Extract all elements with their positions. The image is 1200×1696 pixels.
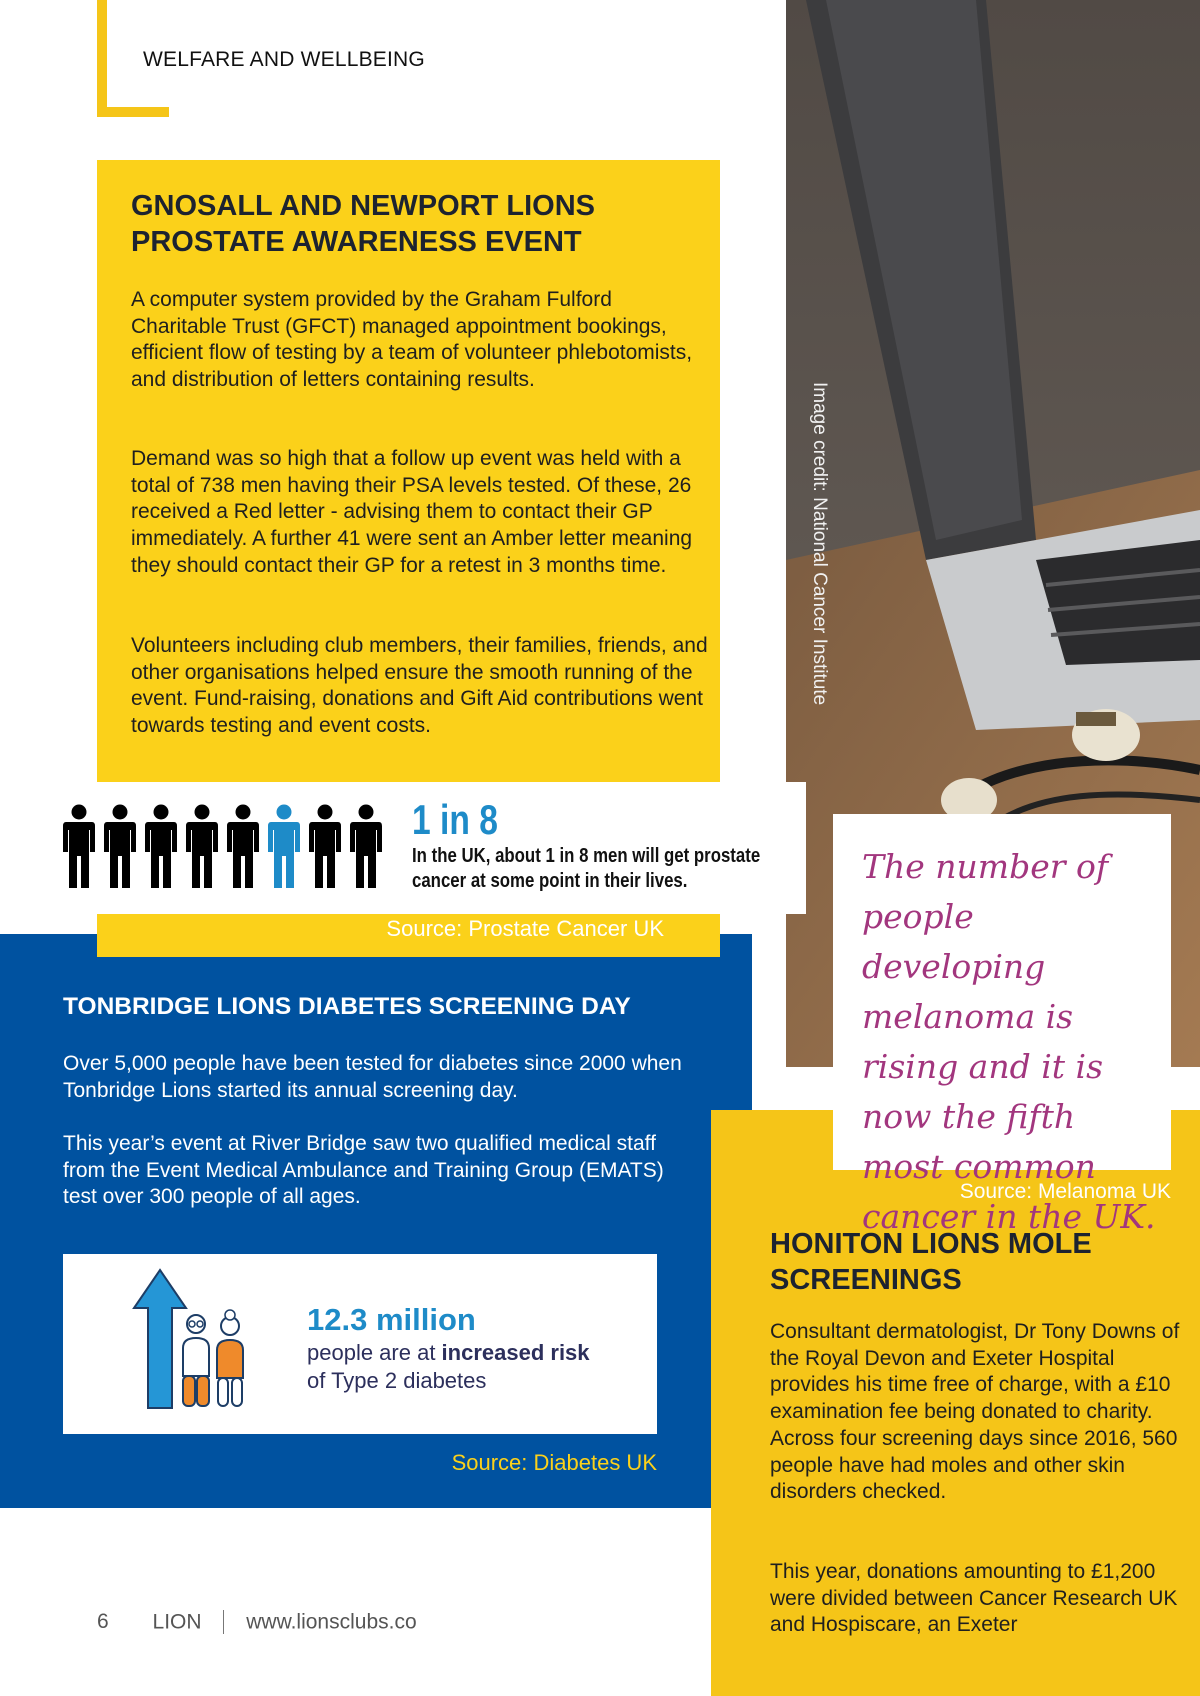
melanoma-source: Source: Melanoma UK	[959, 1180, 1171, 1203]
prostate-source: Source: Prostate Cancer UK	[386, 916, 664, 941]
gnosall-article-title	[131, 188, 691, 260]
corner-bracket-horizontal	[97, 107, 169, 117]
tonbridge-paragraph-1: Over 5,000 people have been tested for diabetes since 2000 when Tonbridge Lions started its annual screening day.	[63, 1052, 682, 1102]
diabetes-source: Source: Diabetes UK	[451, 1450, 657, 1475]
melanoma-quote: The number of people developing melanoma is rising and it is now the fifth most common cancer in the UK.	[862, 847, 1156, 1236]
image-credit: Image credit: National Cancer Institute	[809, 382, 830, 706]
page-number: 6	[97, 1610, 109, 1634]
man-icon-highlighted	[268, 805, 300, 889]
man-icon	[350, 805, 382, 889]
footer-url[interactable]: www.lionsclubs.co	[246, 1610, 417, 1634]
gnosall-paragraph-2: Demand was so high that a follow up event was held with a total of 738 men having their PSA levels tested. Of these, 26 received a Red letter - advising them to contact their GP immediately. A further 41 were sent an Amber letter meaning they should contact their GP for a retest in 3 months time.	[131, 447, 693, 577]
tonbridge-article-title: TONBRIDGE LIONS DIABETES SCREENING DAY	[63, 993, 631, 1020]
man-icon	[145, 805, 177, 889]
honiton-article-title	[770, 1226, 1180, 1298]
honiton-title-line-2: SCREENINGS	[770, 1264, 962, 1296]
magazine-name: LION	[152, 1610, 202, 1634]
gnosall-title-line-1: GNOSALL AND NEWPORT LIONS	[131, 190, 595, 222]
page-footer	[97, 1610, 417, 1634]
gnosall-paragraph-1: A computer system provided by the Graham Fulford Charitable Trust (GFCT) managed appointment bookings, efficient flow of testing by a team of volunteer phlebotomists, and distribution of letters containing results.	[131, 288, 693, 392]
man-icon	[227, 805, 259, 889]
diabetes-increased-risk: increased risk	[441, 1340, 590, 1365]
diabetes-line-1-text: people are at	[307, 1340, 442, 1365]
gnosall-paragraph-3: Volunteers including club members, their families, friends, and other organisations helped ensure the smooth running of the event. Fund-raising, donations and Gift Aid contributions went towards testing and event costs.	[131, 634, 708, 738]
man-icon	[309, 805, 341, 889]
man-icon	[63, 805, 95, 889]
diabetes-stat-line-2: of Type 2 diabetes	[307, 1368, 487, 1393]
man-icon	[104, 805, 136, 889]
tonbridge-paragraph-2: This year’s event at River Bridge saw two qualified medical staff from the Event Medical Ambulance and Training Group (EMATS) test over 300 people of all ages.	[63, 1132, 664, 1209]
section-label: WELFARE AND WELLBEING	[143, 48, 425, 71]
man-icon	[186, 805, 218, 889]
men-icons-row	[62, 804, 392, 890]
diabetes-stat-headline: 12.3 million	[307, 1302, 476, 1337]
honiton-paragraph-1: Consultant dermatologist, Dr Tony Downs of the Royal Devon and Exeter Hospital provides his time free of charge, with a £10 examination fee being donated to charity. Across four screening days since 2016, 560 people have had moles and other skin disorders checked.	[770, 1320, 1180, 1504]
gnosall-title-line-2: PROSTATE AWARENESS EVENT	[131, 226, 582, 258]
diabetes-stat-line-1	[307, 1340, 590, 1366]
honiton-title-line-1: HONITON LIONS MOLE	[770, 1228, 1092, 1260]
corner-bracket-vertical	[97, 0, 107, 116]
footer-divider	[223, 1610, 224, 1634]
honiton-paragraph-2: This year, donations amounting to £1,200 were divided between Cancer Research UK and Hospiscare, an Exeter	[770, 1560, 1178, 1637]
prostate-stat-description: In the UK, about 1 in 8 men will get prostate cancer at some point in their lives.	[412, 845, 761, 892]
diabetes-risk-icon	[130, 1268, 260, 1418]
prostate-stat-headline: 1 in 8	[412, 796, 498, 843]
